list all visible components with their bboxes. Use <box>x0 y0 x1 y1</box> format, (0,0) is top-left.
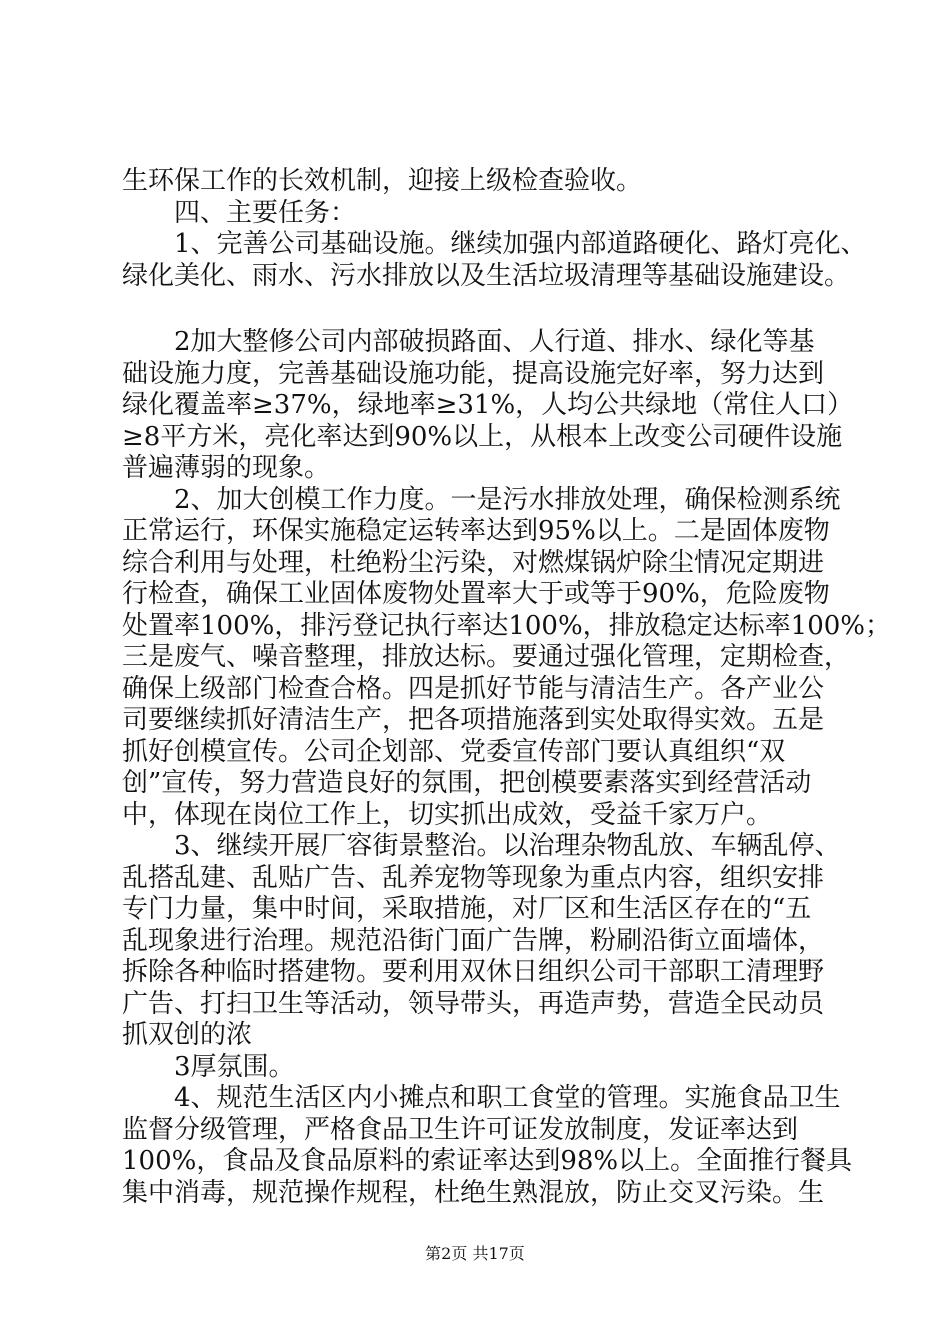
text-line: 处置率100%，排污登记执行率达100%，排放稳定达标率100%； <box>122 610 891 641</box>
text-line: 乱现象进行治理。规范沿街门面广告牌，粉刷沿街立面墙体， <box>122 925 825 956</box>
text-line: 1、完善公司基础设施。继续加强内部道路硬化、路灯亮化、 <box>174 229 867 259</box>
text-line: 拆除各种临时搭建物。要利用双休日组织公司干部职工清理野 <box>122 957 825 987</box>
text-line: 广告、打扫卫生等活动，领导带头，再造声势，营造全民动员 <box>122 988 825 1019</box>
text-line: 3厚氛围。 <box>174 1051 295 1082</box>
text-line: ≥8平方米，亮化率达到90%以上，从根本上改变公司硬件设施 <box>122 421 843 452</box>
document-page <box>122 166 891 1209</box>
text-line: 普遍薄弱的现象。 <box>122 453 331 483</box>
text-line: 绿化美化、雨水、污水排放以及生活垃圾清理等基础设施建设。 <box>122 260 851 291</box>
text-line: 4、规范生活区内小摊点和职工食堂的管理。实施食品卫生 <box>174 1083 841 1113</box>
text-line: 2、加大创模工作力度。一是污水排放处理，确保检测系统 <box>174 484 841 515</box>
text-line: 创”宣传，努力营造良好的氛围，把创模要素落实到经营活动 <box>122 768 812 798</box>
text-line: 正常运行，环保实施稳定运转率达到95%以上。二是固体废物 <box>122 516 830 546</box>
page-footer: 第2页 共17页 <box>425 1244 525 1263</box>
text-line: 础设施力度，完善基础设施功能，提高设施完好率，努力达到 <box>122 358 825 389</box>
text-line: 行检查，确保工业固体废物处置率大于或等于90%，危险废物 <box>122 579 830 609</box>
text-line: 中，体现在岗位工作上，切实抓出成效，受益千家万户。 <box>122 799 773 830</box>
text-line: 2加大整修公司内部破损路面、人行道、排水、绿化等基 <box>174 327 815 357</box>
text-line: 司要继续抓好清洁生产，把各项措施落到实处取得实效。五是 <box>122 705 825 735</box>
text-line: 确保上级部门检查合格。四是抓好节能与清洁生产。各产业公 <box>122 673 825 704</box>
text-line: 3、继续开展厂容街景整治。以治理杂物乱放、车辆乱停、 <box>174 831 841 861</box>
text-line: 100%，食品及食品原料的索证率达到98%以上。全面推行餐具 <box>122 1146 853 1176</box>
text-line: 抓双创的浓 <box>122 1020 253 1050</box>
text-line: 生环保工作的长效机制，迎接上级检查验收。 <box>122 166 643 196</box>
text-line: 四、主要任务： <box>174 197 357 228</box>
text-line: 监督分级管理，严格食品卫生许可证发放制度，发证率达到 <box>122 1114 799 1145</box>
text-line: 绿化覆盖率≥37%，绿地率≥31%，人均公共绿地（常住人口） <box>122 390 854 420</box>
text-line: 乱搭乱建、乱贴广告、乱养宠物等现象为重点内容，组织安排 <box>122 862 825 893</box>
text-line: 综合利用与处理，杜绝粉尘污染，对燃煤锅炉除尘情况定期进 <box>122 547 825 578</box>
text-line: 三是废气、噪音整理，排放达标。要通过强化管理，定期检查， <box>122 642 851 672</box>
text-line: 专门力量，集中时间，采取措施，对厂区和生活区存在的“五 <box>122 894 812 924</box>
text-line: 集中消毒，规范操作规程，杜绝生熟混放，防止交叉污染。生 <box>122 1177 825 1208</box>
text-line: 抓好创模宣传。公司企划部、党委宣传部门要认真组织“双 <box>122 736 786 767</box>
